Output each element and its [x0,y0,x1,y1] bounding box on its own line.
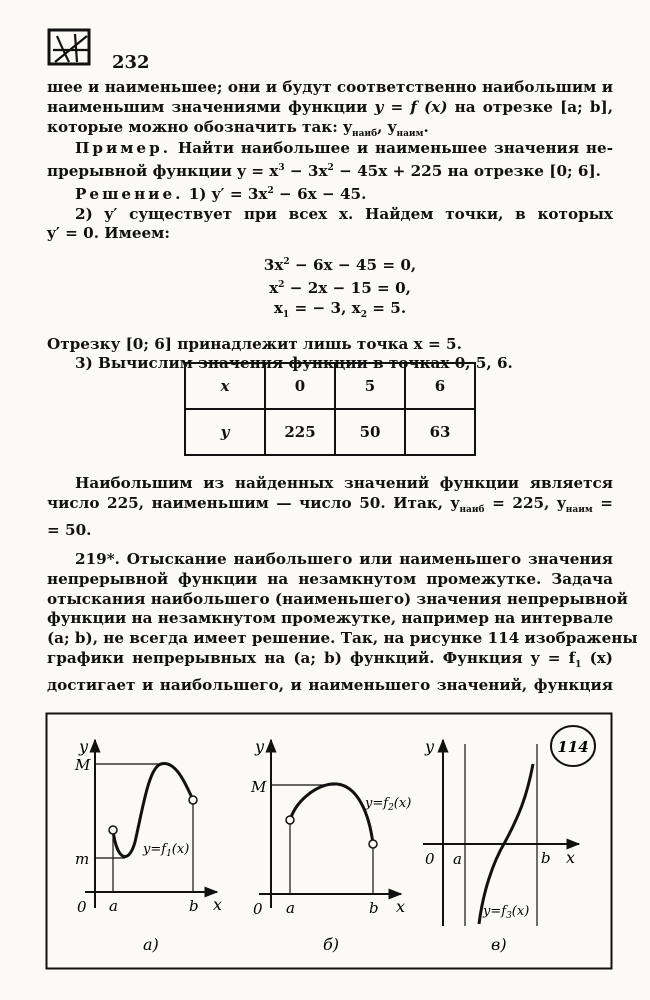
min-label: m [75,850,90,868]
result-line: = 50. [47,520,92,539]
table-cell: x [185,363,265,409]
equation-1: $3x^2 - 6x - 45 = 0$, [263,256,417,275]
b-label: b [369,899,379,917]
caption-b: б) [323,935,340,954]
table-cell: 6 [405,363,475,409]
open-endpoint [369,840,377,848]
page-number: 232 [112,52,150,73]
figure-frame [47,714,612,969]
result-line: Наибольшим из найденных значений функции является [75,474,613,492]
max-label: M [251,778,267,796]
x-axis-label: x [396,897,406,916]
intro-line: которые можно обозначить так: $y_{наиб}$, $y_{наим}$. [47,117,429,139]
figure-number: 114 [557,738,589,756]
equation-2: $x^2 - 2x - 15 = 0$, [269,279,411,298]
intro-paragraph [47,78,613,144]
example-line: Пример. Найти наибольшее и наименьшее значения не- [75,139,613,157]
intro-line: наименьшим значениями функции y = f (x) на отрезке [a; b], [47,97,613,116]
a-label: a [109,897,118,915]
values-table [184,362,476,456]
section-line: достигает и наибольшего, и наименьшего значений, функция [47,675,613,694]
book-logo-icon [47,28,95,68]
table-cell: 63 [405,409,475,455]
section-line: графики непрерывных на (a; b) функций. Функция $y = f_1$ (x) [47,648,613,671]
result-paragraph [47,474,613,540]
origin-label: 0 [77,898,87,916]
solution-line: y′ = 0. Имеем: [47,224,170,243]
example-line: прерывной функции $y = x^3 - 3x^2 - 45x + 225$ на отрезке [0; 6]. [47,161,601,180]
open-endpoint [286,816,294,824]
y-axis-label: y [255,737,265,756]
table-cell: 5 [335,363,405,409]
open-endpoint [109,826,117,834]
origin-label: 0 [253,900,263,918]
solution-line: 3) Вычислим значения функции в точках 0, 5, 6. [75,354,513,373]
equation-3: $x_1$ = − 3, $x_2 = 5$. [273,298,407,320]
a-label: a [453,850,462,868]
x-axis-label: x [213,895,223,914]
function-label: $y=f_1(x)$ [143,842,190,859]
b-label: b [189,897,199,915]
section-heading: 219*. Отыскание наибольшего или наименьшего значения [75,550,613,568]
caption-a: а) [143,935,159,954]
b-label: b [541,849,551,867]
function-label: $y=f_2(x)$ [365,796,412,813]
example-block [47,139,613,374]
section-219 [47,550,638,696]
function-label: $y=f_3(x)$ [483,904,530,921]
table-row [185,409,475,455]
equation-system [47,244,613,326]
table-row [185,363,475,409]
graph-a [74,737,222,954]
section-line: функции на незамкнутом промежутке, например на интервале [47,609,614,628]
caption-c: в) [491,935,507,954]
graph-b [250,737,411,954]
max-label: M [75,756,91,774]
graph-c [423,726,595,954]
solution-line: Отрезку [0; 6] принадлежит лишь точка x = 5. [47,334,462,353]
solution-line: Решение. 1) $y' = 3x^2 - 6x - 45$. [75,184,367,203]
x-axis-label: x [566,848,576,867]
table-cell: 50 [335,409,405,455]
table-cell: y [185,409,265,455]
open-endpoint [189,796,197,804]
table-cell: 225 [265,409,335,455]
curve-f2 [290,784,373,844]
intro-line: шее и наименьшее; они и будут соответственно наибольшим и [47,78,613,96]
solution-line: 2) y′ существует при всех x. Найдем точки, в которых [75,204,613,223]
section-line: отыскания наибольшего (наименьшего) значения непрерывной [47,589,628,608]
section-line: непрерывной функции на незамкнутом промежутке. Задача [47,569,613,588]
figure-114 [45,712,613,970]
section-line: (a; b), не всегда имеет решение. Так, на рисунке 114 изображены [47,629,638,648]
origin-label: 0 [425,850,435,868]
y-axis-label: y [425,737,435,756]
a-label: a [286,899,295,917]
result-line: число 225, наименьшим — число 50. Итак, $y_{наиб} = 225$, $y_{наим}$ = [47,493,613,515]
y-axis-label: y [79,737,89,756]
table-cell: 0 [265,363,335,409]
